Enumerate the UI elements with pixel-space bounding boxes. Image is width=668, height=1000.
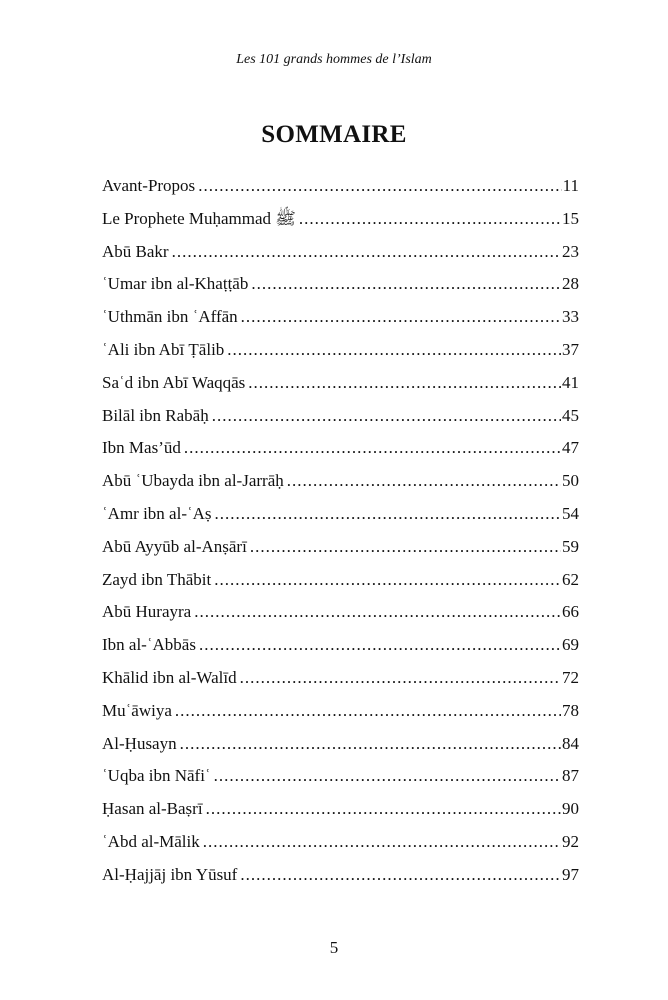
toc-entry-title: Al-Ḥusayn [102, 733, 177, 753]
toc-entry [102, 564, 579, 597]
toc-dot-leader [212, 400, 561, 433]
page-title: SOMMAIRE [261, 120, 407, 148]
toc-dot-leader [199, 629, 561, 662]
toc-entry-title: Al-Ḥajjāj ibn Yūsuf [102, 864, 238, 884]
toc-entry-title: Avant-Propos [102, 176, 196, 195]
toc-dot-leader [299, 203, 561, 236]
toc-dot-leader [198, 170, 561, 203]
toc-entry-title: Muʿāwiya [102, 700, 172, 720]
toc-entry [102, 236, 579, 269]
toc-entry-page: 84 [562, 733, 579, 753]
toc-entry-page: 45 [562, 405, 579, 425]
toc-entry [102, 203, 579, 236]
toc-entry [102, 596, 579, 629]
toc-entry [102, 170, 579, 203]
toc-dot-leader [203, 826, 561, 859]
toc-entry-page: 15 [562, 208, 579, 228]
toc-entry-page: 11 [562, 176, 579, 195]
running-header: Les 101 grands hommes de l’Islam [236, 52, 432, 67]
toc-dot-leader [215, 498, 561, 531]
toc-entry [102, 760, 579, 793]
table-of-contents [102, 170, 579, 892]
toc-entry-page: 66 [562, 602, 579, 622]
toc-entry-page: 41 [562, 372, 579, 392]
toc-entry [102, 531, 579, 564]
toc-entry-title: Abū Ayyūb al-Anṣārī [102, 536, 247, 556]
toc-dot-leader [227, 334, 561, 367]
toc-dot-leader [214, 760, 561, 793]
toc-entry-title: Abū ʿUbayda ibn al-Jarrāḥ [102, 471, 284, 491]
toc-dot-leader [184, 432, 561, 465]
toc-entry [102, 826, 579, 859]
toc-entry-page: 62 [562, 569, 579, 589]
toc-dot-leader [240, 859, 561, 892]
toc-dot-leader [172, 236, 561, 269]
toc-entry-title: Ibn Mas’ūd [102, 438, 181, 458]
toc-entry [102, 334, 579, 367]
toc-entry-page: 28 [562, 274, 579, 294]
toc-entry-title: ʿAli ibn Abī Ṭālib [102, 339, 225, 359]
toc-entry [102, 498, 579, 531]
toc-dot-leader [240, 662, 561, 695]
toc-dot-leader [206, 793, 561, 826]
toc-entry-page: 87 [562, 766, 579, 786]
toc-dot-leader [251, 268, 561, 301]
toc-dot-leader [180, 728, 561, 761]
toc-entry-title: Abū Bakr [102, 241, 169, 261]
toc-entry-page: 23 [562, 241, 579, 261]
toc-entry [102, 432, 579, 465]
toc-entry-page: 37 [562, 339, 579, 359]
page-number: 5 [329, 938, 339, 957]
toc-entry-title: Bilāl ibn Rabāḥ [102, 405, 209, 425]
toc-entry-page: 78 [562, 700, 579, 720]
toc-entry [102, 662, 579, 695]
toc-entry-page: 50 [562, 471, 579, 491]
toc-entry [102, 859, 579, 892]
toc-entry [102, 400, 579, 433]
toc-entry-page: 90 [562, 799, 579, 819]
toc-dot-leader [241, 301, 561, 334]
toc-entry-title: Ḥasan al-Baṣrī [102, 799, 203, 819]
toc-entry-page: 47 [562, 438, 579, 458]
toc-entry [102, 728, 579, 761]
toc-entry-page: 59 [562, 536, 579, 556]
toc-entry-title: ʿAmr ibn al-ʿAṣ [102, 503, 212, 523]
toc-dot-leader [248, 367, 561, 400]
toc-entry [102, 268, 579, 301]
toc-entry-page: 72 [562, 667, 579, 687]
toc-entry-title: ʿAbd al-Mālik [102, 831, 200, 851]
toc-entry-title: Khālid ibn al-Walīd [102, 667, 237, 687]
toc-dot-leader [250, 531, 561, 564]
toc-entry [102, 367, 579, 400]
toc-entry [102, 465, 579, 498]
toc-dot-leader [175, 695, 561, 728]
toc-entry-title: Le Prophete Muḥammad ﷺ [102, 208, 296, 228]
toc-entry [102, 301, 579, 334]
toc-dot-leader [214, 564, 561, 597]
toc-entry-title: ʿUthmān ibn ʿAffān [102, 307, 238, 327]
toc-entry-title: Saʿd ibn Abī Waqqās [102, 372, 246, 392]
toc-entry-title: ʿUmar ibn al-Khaṭṭāb [102, 274, 249, 294]
toc-entry [102, 695, 579, 728]
toc-entry-title: Ibn al-ʿAbbās [102, 635, 196, 655]
toc-entry-title: ʿUqba ibn Nāfiʿ [102, 766, 211, 786]
toc-entry-page: 54 [562, 503, 579, 523]
toc-entry-title: Abū Hurayra [102, 602, 192, 622]
toc-entry-page: 97 [562, 864, 579, 884]
toc-entry [102, 793, 579, 826]
toc-entry-page: 69 [562, 635, 579, 655]
toc-entry-page: 33 [562, 307, 579, 327]
toc-dot-leader [194, 596, 561, 629]
toc-dot-leader [287, 465, 561, 498]
toc-entry-page: 92 [562, 831, 579, 851]
toc-entry-title: Zayd ibn Thābit [102, 569, 212, 589]
toc-entry [102, 629, 579, 662]
